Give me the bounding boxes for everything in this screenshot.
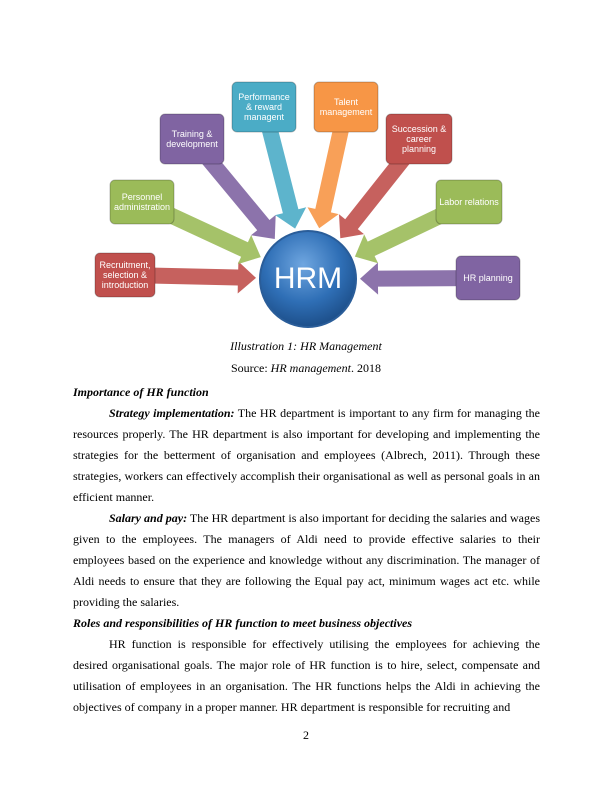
illustration-source	[0, 361, 612, 376]
strategy-lead: Strategy implementation:	[109, 406, 235, 420]
hr-box-label-5: Succession & career planning	[391, 124, 447, 154]
paragraph-roles: HR function is responsible for effectively utilising the employees for achieving the desired organisational goals. The major role of HR function is to hire, select, compensate and utilisation of employees in an organisation. The HR functions helps the Aldi in achieving the objectives of company in a proper manner. HR department is responsible for recruiting and	[73, 637, 540, 714]
source-suffix: . 2018	[350, 361, 381, 375]
hr-box-label-7: HR planning	[463, 273, 513, 283]
hr-box-label-0: Recruitment, selection & introduction	[99, 260, 151, 290]
hrm-center-label: HRM	[273, 262, 343, 295]
paragraph-salary	[73, 508, 540, 613]
hr-box-label-4: Talent management	[319, 97, 373, 117]
hr-box-label-2: Training & development	[166, 129, 218, 149]
hr-box-label-1: Personnel administration	[113, 192, 171, 212]
hr-box-label-6: Labor relations	[439, 197, 499, 207]
section-heading-importance: Importance of HR function	[73, 385, 209, 399]
section-heading-roles: Roles and responsibilities of HR function to meet business objectives	[73, 616, 413, 630]
paragraph-strategy	[73, 403, 540, 508]
body-text	[73, 382, 540, 718]
hr-box-label-3: Performance & reward managent	[238, 92, 290, 122]
page-number: 2	[303, 728, 309, 742]
source-prefix: Source:	[231, 361, 271, 375]
illustration-caption: Illustration 1: HR Management	[230, 339, 382, 353]
salary-lead: Salary and pay:	[109, 511, 188, 525]
strategy-text: The HR department is important to any firm for managing the resources properly. The HR department is also important for developing and implementing the strategies for the betterment of organisation and employees (Albrech, 2011). Through these strategies, workers can effectively accomplish their organisational as well as personal goals in an efficient manner.	[73, 406, 540, 504]
source-title: HR management	[270, 361, 351, 375]
salary-text: The HR department is also important for deciding the salaries and wages given to the employees. The managers of Aldi need to provide effective salaries to their employees based on the experience and knowledge without any discrimination. The manager of Aldi needs to ensure that they are following the Equal pay act, minimum wages act etc. while providing the salaries.	[73, 511, 540, 609]
